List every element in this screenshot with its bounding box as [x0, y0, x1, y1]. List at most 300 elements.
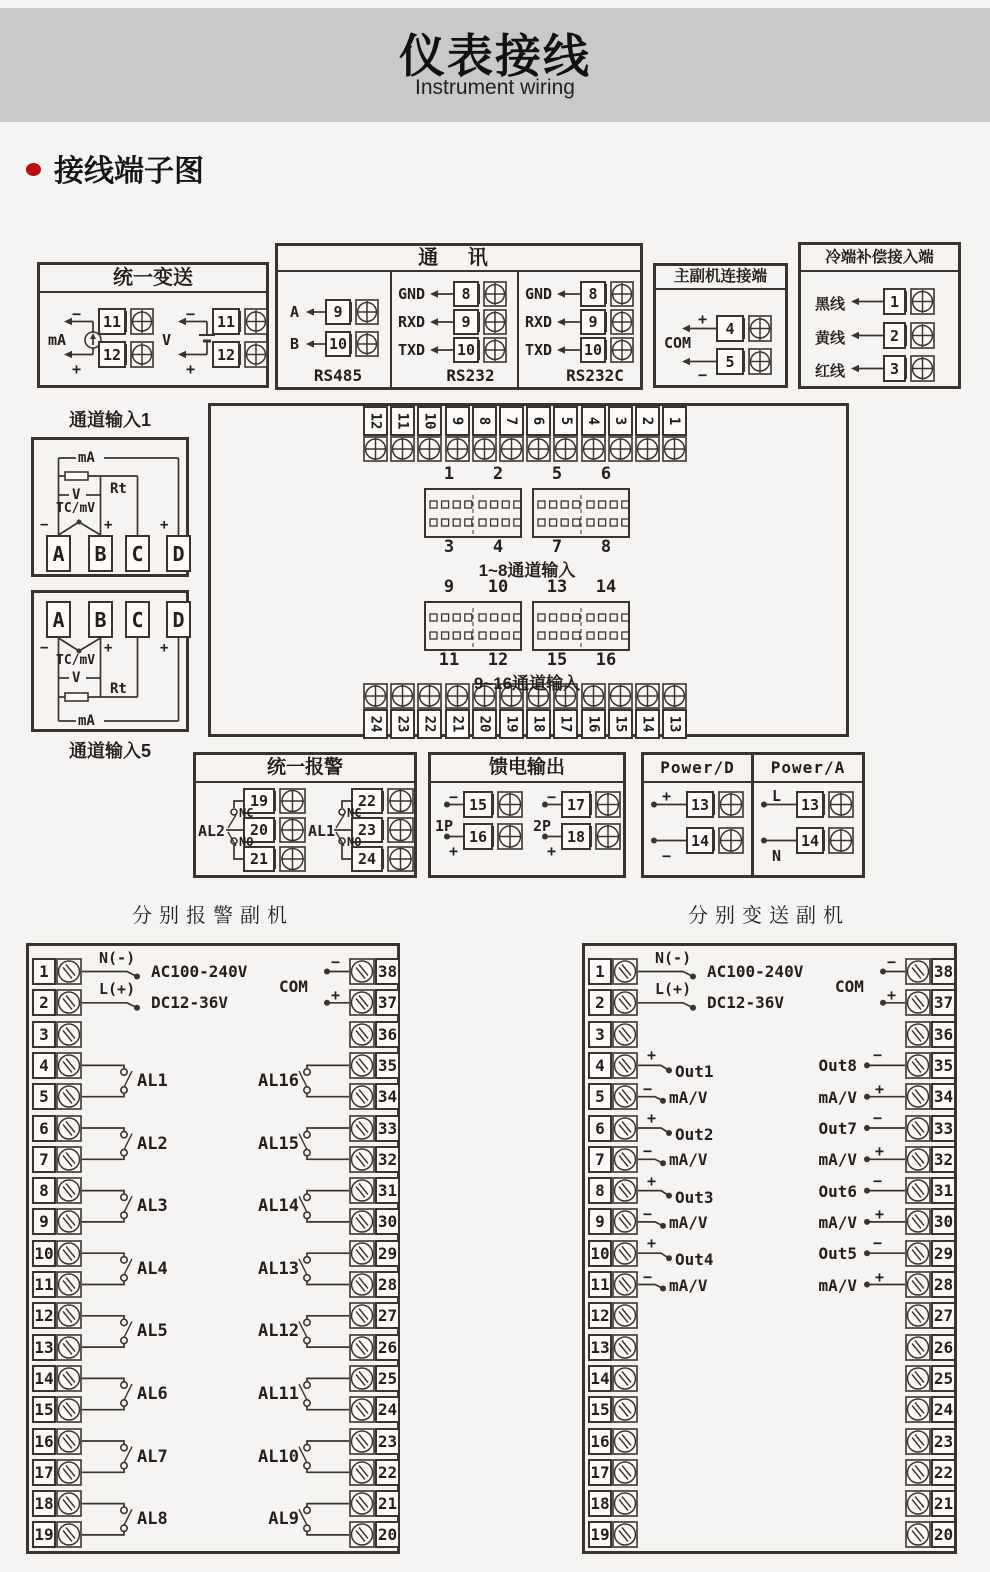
- terminal-number: 4: [581, 406, 606, 436]
- polarity-minus: −: [40, 640, 49, 656]
- comm-signal-label: B: [290, 335, 300, 353]
- screw-terminal-icon: [905, 958, 931, 985]
- screw-terminal-icon: [349, 1271, 375, 1298]
- polarity-minus: −: [873, 1234, 883, 1253]
- screw-terminal-icon: [349, 1490, 375, 1517]
- screw-terminal-icon: [349, 1521, 375, 1548]
- screw-terminal-icon: [349, 1052, 375, 1079]
- terminal-number: B: [88, 535, 113, 572]
- screw-terminal-icon: [56, 989, 82, 1016]
- screw-terminal-icon: [349, 1177, 375, 1204]
- feed-output-box: [428, 752, 626, 878]
- terminal-number: 10: [580, 337, 606, 363]
- screw-terminal-icon: [349, 1115, 375, 1142]
- output-unit-label: mA/V: [669, 1087, 708, 1107]
- screw-terminal-icon: [905, 1240, 931, 1267]
- terminal-number: 31: [375, 1177, 400, 1204]
- screw-terminal-icon: [612, 1115, 638, 1142]
- screw-terminal-icon: [56, 1459, 82, 1486]
- ac-rating-label: AC100-240V: [151, 961, 248, 981]
- power-a-box: [751, 752, 865, 878]
- alarm-relay-label: AL6: [137, 1384, 168, 1405]
- terminal-number: 11: [588, 1271, 612, 1298]
- terminal-number: 33: [375, 1115, 400, 1142]
- screw-terminal-icon: [905, 1208, 931, 1235]
- screw-terminal-icon: [905, 1490, 931, 1517]
- alarm-relay-label: AL12: [258, 1321, 299, 1342]
- comm-signal-label: RXD: [525, 313, 553, 331]
- polarity-sign: +: [449, 842, 459, 860]
- terminal-number: 13: [588, 1334, 612, 1361]
- wire-layer: [585, 946, 960, 1557]
- polarity-minus: −: [873, 1046, 883, 1065]
- terminal-number: 19: [588, 1521, 612, 1548]
- terminal-number: 2: [32, 989, 56, 1016]
- terminal-number: 15: [588, 1396, 612, 1423]
- screw-terminal-icon: [608, 436, 633, 462]
- connector-channel-number: 2: [492, 464, 504, 484]
- polarity-minus: −: [643, 1267, 653, 1286]
- polarity-sign: L: [772, 787, 782, 805]
- dc-rating-label: DC12-36V: [707, 992, 785, 1012]
- terminal-number: 10: [417, 406, 442, 436]
- neutral-label: N(-): [655, 948, 692, 967]
- alarm-relay-label: AL16: [258, 1071, 299, 1092]
- alarm-relay-label: AL2: [137, 1133, 168, 1154]
- terminal-number: 34: [375, 1083, 400, 1110]
- screw-terminal-icon: [483, 281, 507, 307]
- channel-input-1-box: [31, 437, 189, 577]
- comm-signal-label: GND: [525, 285, 553, 303]
- output-label: Out8: [818, 1056, 857, 1076]
- polarity-minus: −: [887, 952, 897, 971]
- wire-color-label: 黑线: [815, 296, 846, 313]
- screw-terminal-icon: [526, 436, 551, 462]
- master-slave-title: 主副机连接端: [656, 266, 785, 290]
- terminal-number: 26: [931, 1334, 956, 1361]
- channel-connector: [532, 601, 630, 651]
- screw-terminal-icon: [349, 1334, 375, 1361]
- screw-terminal-icon: [905, 1302, 931, 1329]
- screw-terminal-icon: [612, 1521, 638, 1548]
- terminal-number: 15: [32, 1396, 56, 1423]
- com-label: COM: [664, 334, 692, 352]
- tc-label: TC/mV: [56, 653, 96, 668]
- screw-terminal-icon: [56, 1521, 82, 1548]
- screw-terminal-icon: [472, 436, 497, 462]
- terminal-number: 9: [588, 1208, 612, 1235]
- screw-terminal-icon: [349, 1021, 375, 1048]
- polarity-plus: +: [160, 517, 169, 533]
- terminal-number: 15: [463, 791, 493, 818]
- terminal-number: 24: [931, 1396, 956, 1423]
- screw-terminal-icon: [56, 1021, 82, 1048]
- terminal-number: 8: [472, 406, 497, 436]
- terminal-number: 13: [32, 1334, 56, 1361]
- screw-terminal-icon: [718, 791, 744, 818]
- alarm-relay-label: AL1: [137, 1071, 168, 1092]
- terminal-number: 18: [32, 1490, 56, 1517]
- screw-terminal-icon: [905, 1052, 931, 1079]
- terminal-number: 23: [931, 1428, 956, 1455]
- screw-terminal-icon: [387, 817, 414, 843]
- unified-transmit-box: [37, 262, 269, 388]
- rt-label: Rt: [110, 481, 127, 497]
- screw-terminal-icon: [553, 436, 578, 462]
- comm-signal-label: GND: [398, 285, 426, 303]
- screw-terminal-icon: [56, 1271, 82, 1298]
- screw-terminal-icon: [612, 1396, 638, 1423]
- terminal-number: 10: [325, 331, 351, 357]
- no-label: NO: [347, 835, 362, 849]
- output-unit-label: mA/V: [818, 1275, 857, 1295]
- screw-terminal-icon: [910, 355, 935, 382]
- screw-terminal-icon: [610, 337, 634, 363]
- alarm-relay-label: AL15: [258, 1133, 299, 1154]
- polarity-plus: +: [875, 1142, 885, 1161]
- terminal-number: 7: [499, 406, 524, 436]
- polarity-plus: +: [647, 1171, 657, 1190]
- terminal-number: 9: [580, 309, 606, 335]
- terminal-number: 1: [588, 958, 612, 985]
- terminal-number: 20: [375, 1521, 400, 1548]
- section-bullet-icon: [26, 163, 41, 176]
- screw-terminal-icon: [56, 1208, 82, 1235]
- screw-terminal-icon: [910, 322, 935, 349]
- alarm-slave-title: 分别报警副机: [132, 905, 294, 927]
- screw-terminal-icon: [56, 1396, 82, 1423]
- terminal-number: 28: [375, 1271, 400, 1298]
- power-a-title: Power/A: [754, 755, 862, 783]
- terminal-number: 24: [363, 709, 388, 739]
- terminal-number: C: [125, 535, 150, 572]
- screw-terminal-icon: [905, 1428, 931, 1455]
- terminal-number: 38: [375, 958, 400, 985]
- wire-color-label: 黄线: [815, 330, 846, 347]
- polarity-minus: −: [186, 305, 196, 323]
- polarity-minus: −: [643, 1204, 653, 1223]
- terminal-number: 20: [472, 709, 497, 739]
- comm-port-caption: RS232: [446, 366, 495, 385]
- screw-terminal-icon: [279, 846, 306, 872]
- terminal-number: 9: [32, 1208, 56, 1235]
- alarm-relay-label: AL5: [137, 1321, 168, 1342]
- wire-color-label: 红线: [815, 363, 846, 380]
- screw-terminal-icon: [445, 436, 470, 462]
- terminal-number: 28: [931, 1271, 956, 1298]
- master-slave-box: [653, 263, 788, 388]
- terminal-number: 16: [463, 823, 493, 850]
- terminal-number: 17: [553, 709, 578, 739]
- transmit-slave-title: 分别变送副机: [688, 905, 850, 927]
- v-label: V: [72, 670, 81, 686]
- channel-connector: [532, 488, 630, 538]
- screw-terminal-icon: [390, 436, 415, 462]
- connector-channel-number: 4: [492, 537, 504, 557]
- terminal-number: 13: [796, 791, 824, 818]
- polarity-plus: +: [186, 360, 196, 378]
- screw-terminal-icon: [612, 1052, 638, 1079]
- alarm-relay-label: AL7: [137, 1446, 168, 1467]
- screw-terminal-icon: [349, 1428, 375, 1455]
- screw-terminal-icon: [635, 436, 660, 462]
- output-label: Out6: [818, 1181, 857, 1201]
- terminal-number: 12: [32, 1302, 56, 1329]
- output-unit-label: mA/V: [669, 1150, 708, 1170]
- screw-terminal-icon: [349, 1459, 375, 1486]
- terminal-number: 38: [931, 958, 956, 985]
- terminal-number: 29: [931, 1240, 956, 1267]
- screw-terminal-icon: [349, 1146, 375, 1173]
- screw-terminal-icon: [130, 308, 154, 335]
- terminal-number: A: [46, 535, 71, 572]
- terminal-number: 30: [375, 1208, 400, 1235]
- terminal-number: 22: [417, 709, 442, 739]
- terminal-number: 14: [686, 827, 714, 854]
- signal-type-label: V: [162, 331, 172, 349]
- terminal-number: 11: [98, 308, 126, 335]
- screw-terminal-icon: [612, 1365, 638, 1392]
- terminal-number: 21: [375, 1490, 400, 1517]
- terminal-number: 21: [243, 846, 275, 872]
- polarity-sign: N: [772, 847, 782, 865]
- cold-junction-box: [798, 242, 961, 389]
- polarity-plus: +: [875, 1204, 885, 1223]
- screw-terminal-icon: [662, 436, 687, 462]
- terminal-number: 1: [883, 288, 906, 315]
- screw-terminal-icon: [355, 331, 379, 357]
- terminal-number: 3: [32, 1021, 56, 1048]
- terminal-number: 23: [375, 1428, 400, 1455]
- screw-terminal-icon: [56, 1428, 82, 1455]
- terminal-number: 16: [588, 1428, 612, 1455]
- ma-label: mA: [78, 450, 95, 466]
- screw-terminal-icon: [905, 1271, 931, 1298]
- terminal-number: 4: [716, 315, 744, 342]
- screw-terminal-icon: [56, 958, 82, 985]
- terminal-number: D: [166, 601, 191, 638]
- ma-label: mA: [78, 713, 95, 729]
- polarity-sign: −: [547, 788, 557, 806]
- power-d-box: [641, 752, 754, 878]
- terminal-number: 36: [931, 1021, 956, 1048]
- terminal-number: 30: [931, 1208, 956, 1235]
- screw-terminal-icon: [612, 1459, 638, 1486]
- terminal-number: 35: [931, 1052, 956, 1079]
- terminal-number: 10: [32, 1240, 56, 1267]
- terminal-number: 6: [32, 1115, 56, 1142]
- terminal-number: 24: [375, 1396, 400, 1423]
- comm-signal-label: TXD: [398, 341, 426, 359]
- terminal-number: 18: [561, 823, 591, 850]
- output-label: Out2: [675, 1125, 714, 1144]
- screw-terminal-icon: [349, 958, 375, 985]
- terminal-number: 10: [453, 337, 479, 363]
- alarm-relay-label: AL14: [258, 1196, 299, 1217]
- polarity-plus: +: [875, 1079, 885, 1098]
- terminal-number: 9: [325, 299, 351, 325]
- screw-terminal-icon: [612, 1177, 638, 1204]
- terminal-number: 12: [98, 341, 126, 368]
- screw-terminal-icon: [905, 1146, 931, 1173]
- cold-junction-title: 冷端补偿接入端: [801, 245, 958, 272]
- wire-layer: [431, 755, 629, 881]
- terminal-number: 4: [588, 1052, 612, 1079]
- alarm-relay-label: AL4: [137, 1258, 168, 1279]
- terminal-number: 7: [32, 1146, 56, 1173]
- screw-terminal-icon: [244, 341, 268, 368]
- terminal-number: 19: [499, 709, 524, 739]
- terminal-number: 32: [375, 1146, 400, 1173]
- terminal-number: 18: [526, 709, 551, 739]
- polarity-sign: −: [449, 788, 459, 806]
- tc-label: TC/mV: [56, 501, 96, 516]
- terminal-number: 17: [561, 791, 591, 818]
- feed-output-title: 馈电输出: [431, 755, 623, 783]
- screw-terminal-icon: [748, 315, 772, 342]
- connector-channel-number: 8: [600, 537, 612, 557]
- power-d-title: Power/D: [644, 755, 751, 783]
- polarity-plus: +: [160, 640, 169, 656]
- screw-terminal-icon: [610, 281, 634, 307]
- terminal-number: 18: [588, 1490, 612, 1517]
- connector-channel-number: 9: [443, 577, 455, 597]
- signal-type-label: mA: [48, 331, 67, 349]
- output-unit-label: mA/V: [818, 1150, 857, 1170]
- v-label: V: [72, 487, 81, 503]
- channel-group-caption: 1~8通道输入: [478, 561, 576, 580]
- terminal-number: 25: [931, 1365, 956, 1392]
- alarm-relay-label: AL11: [258, 1384, 299, 1405]
- polarity-sign: −: [698, 366, 708, 384]
- terminal-number: 11: [212, 308, 240, 335]
- alarm-relay-label: AL10: [258, 1446, 299, 1467]
- screw-terminal-icon: [905, 989, 931, 1016]
- ac-rating-label: AC100-240V: [707, 961, 804, 981]
- screw-terminal-icon: [905, 1177, 931, 1204]
- terminal-number: 22: [931, 1459, 956, 1486]
- screw-terminal-icon: [483, 337, 507, 363]
- connector-channel-number: 14: [595, 577, 617, 597]
- transmit-slave-box: [582, 943, 957, 1554]
- screw-terminal-icon: [497, 791, 523, 818]
- terminal-number: 34: [931, 1083, 956, 1110]
- terminal-number: 23: [351, 817, 383, 843]
- terminal-number: 8: [580, 281, 606, 307]
- main-board-box: [208, 403, 849, 737]
- output-label: Out1: [675, 1062, 714, 1082]
- terminal-number: 20: [243, 817, 275, 843]
- screw-terminal-icon: [610, 309, 634, 335]
- screw-terminal-icon: [905, 1021, 931, 1048]
- terminal-number: 16: [32, 1428, 56, 1455]
- screw-terminal-icon: [612, 1021, 638, 1048]
- wire-layer: [754, 755, 867, 881]
- screw-terminal-icon: [363, 683, 388, 709]
- channel-input-5-box: [31, 590, 189, 732]
- screw-terminal-icon: [581, 436, 606, 462]
- terminal-number: 12: [588, 1302, 612, 1329]
- screw-terminal-icon: [56, 1052, 82, 1079]
- connector-channel-number: 1: [443, 464, 455, 484]
- feed-group-label: 2P: [533, 817, 552, 835]
- terminal-number: 2: [588, 989, 612, 1016]
- screw-terminal-icon: [612, 958, 638, 985]
- wire-layer: [29, 946, 403, 1557]
- screw-terminal-icon: [595, 823, 621, 850]
- comm-signal-label: RXD: [398, 313, 426, 331]
- terminal-number: 21: [445, 709, 470, 739]
- screw-terminal-icon: [499, 436, 524, 462]
- unified-alarm-title: 统一报警: [196, 755, 414, 783]
- terminal-number: 8: [588, 1177, 612, 1204]
- screw-terminal-icon: [390, 683, 415, 709]
- rt-label: Rt: [110, 681, 127, 697]
- terminal-number: 11: [32, 1271, 56, 1298]
- polarity-plus: +: [875, 1267, 885, 1286]
- terminal-number: 6: [526, 406, 551, 436]
- terminal-number: 20: [931, 1521, 956, 1548]
- terminal-number: 22: [375, 1459, 400, 1486]
- output-label: Out3: [675, 1187, 714, 1207]
- screw-terminal-icon: [905, 1396, 931, 1423]
- terminal-number: 25: [375, 1365, 400, 1392]
- output-unit-label: mA/V: [669, 1212, 708, 1232]
- polarity-minus: −: [643, 1079, 653, 1098]
- terminal-number: 29: [375, 1240, 400, 1267]
- screw-terminal-icon: [612, 989, 638, 1016]
- line-label: L(+): [655, 979, 692, 998]
- screw-terminal-icon: [349, 1083, 375, 1110]
- output-unit-label: mA/V: [818, 1087, 857, 1107]
- screw-terminal-icon: [349, 1396, 375, 1423]
- terminal-number: 9: [445, 406, 470, 436]
- neutral-label: N(-): [99, 948, 136, 967]
- screw-terminal-icon: [387, 846, 414, 872]
- screw-terminal-icon: [497, 823, 523, 850]
- terminal-number: 19: [243, 788, 275, 814]
- terminal-number: 5: [553, 406, 578, 436]
- screw-terminal-icon: [748, 348, 772, 375]
- connector-channel-number: 13: [546, 577, 568, 597]
- communication-title: 通 讯: [278, 246, 640, 272]
- terminal-number: 7: [588, 1146, 612, 1173]
- screw-terminal-icon: [56, 1490, 82, 1517]
- terminal-number: 12: [363, 406, 388, 436]
- channel-input-5-title: 通道输入5: [68, 741, 151, 761]
- connector-channel-number: 3: [443, 537, 455, 557]
- screw-terminal-icon: [828, 791, 854, 818]
- comm-signal-label: TXD: [525, 341, 553, 359]
- screw-terminal-icon: [56, 1302, 82, 1329]
- terminal-number: 37: [931, 989, 956, 1016]
- terminal-number: D: [166, 535, 191, 572]
- terminal-number: 32: [931, 1146, 956, 1173]
- terminal-number: 21: [931, 1490, 956, 1517]
- screw-terminal-icon: [612, 1334, 638, 1361]
- terminal-number: 4: [32, 1052, 56, 1079]
- screw-terminal-icon: [56, 1115, 82, 1142]
- terminal-number: 1: [32, 958, 56, 985]
- screw-terminal-icon: [349, 989, 375, 1016]
- screw-terminal-icon: [355, 299, 379, 325]
- polarity-minus: −: [40, 517, 49, 533]
- screw-terminal-icon: [718, 827, 744, 854]
- alarm-relay-label: AL9: [268, 1509, 299, 1530]
- screw-terminal-icon: [612, 1490, 638, 1517]
- terminal-number: 3: [608, 406, 633, 436]
- terminal-number: 17: [588, 1459, 612, 1486]
